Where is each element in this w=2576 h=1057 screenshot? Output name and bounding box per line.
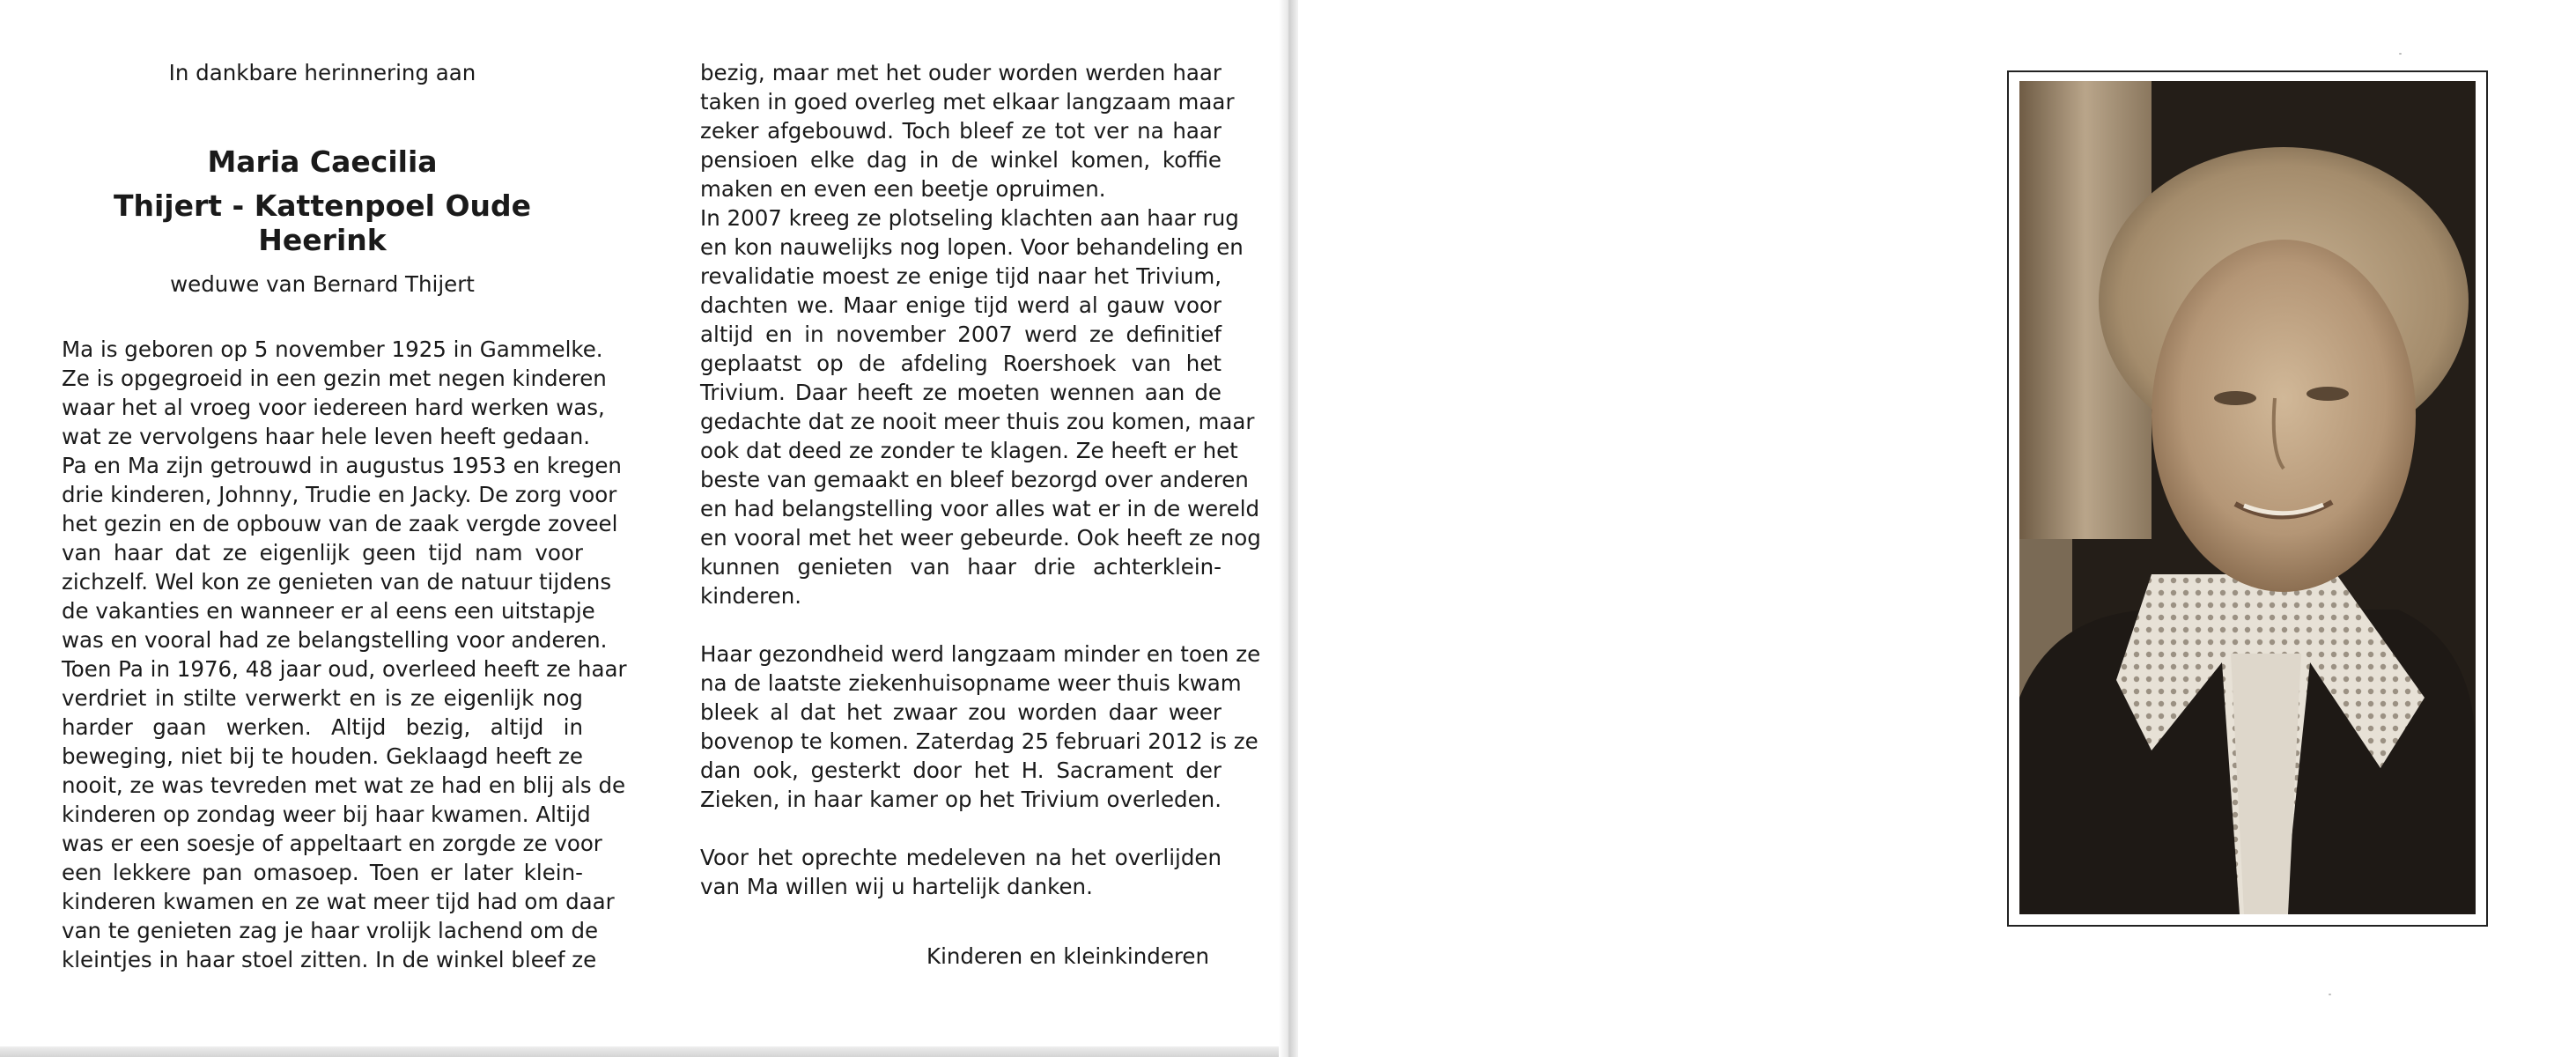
paper-speck: [2399, 53, 2402, 55]
text-line: altijd en in november 2007 werd ze definitief: [700, 322, 1222, 347]
text-line: Pa en Ma zijn getrouwd in augustus 1953 en kregen: [62, 453, 622, 478]
text-line: en had belangstelling voor alles wat er in de wereld: [700, 496, 1260, 521]
text-line: was en vooral had ze belangstelling voor anderen.: [62, 627, 608, 653]
text-line: Toen Pa in 1976, 48 jaar oud, overleed heeft ze haar: [62, 656, 627, 682]
text-line: revalidatie moest ze enige tijd naar het Trivium,: [700, 263, 1222, 289]
paper-speck: [2329, 994, 2331, 995]
text-line: van Ma willen wij u hartelijk danken.: [700, 874, 1093, 899]
portrait-photo-frame: [2007, 70, 2488, 927]
text-line: In 2007 kreeg ze plotseling klachten aan haar rug: [700, 205, 1239, 231]
text-line: Ze is opgegroeid in een gezin met negen kinderen: [62, 366, 607, 391]
widow-line: weduwe van Bernard Thijert: [170, 271, 475, 297]
text-line: beweging, niet bij te houden. Geklaagd heeft ze: [62, 743, 583, 769]
text-line: kinderen.: [700, 583, 802, 609]
text-line: zichzelf. Wel kon ze genieten van de natuur tijdens: [62, 569, 612, 595]
text-line: een lekkere pan omasoep. Toen er later klein-: [62, 860, 583, 885]
text-line: kinderen op zondag weer bij haar kwamen. Altijd: [62, 802, 591, 827]
text-line: harder gaan werken. Altijd bezig, altijd in: [62, 714, 583, 740]
biography-column-right: [700, 58, 1261, 901]
text-line: en vooral met het weer gebeurde. Ook heeft ze nog: [700, 525, 1261, 551]
text-line: bezig, maar met het ouder worden werden haar: [700, 60, 1222, 85]
text-line: kleintjes in haar stoel zitten. In de winkel bleef ze: [62, 947, 597, 972]
biography-column-left: [62, 335, 627, 974]
text-line: het gezin en de opbouw van de zaak vergde zoveel: [62, 511, 618, 536]
signoff: Kinderen en kleinkinderen: [926, 943, 1210, 969]
photo-eye-right: [2307, 387, 2349, 401]
text-line: zeker afgebouwd. Toch bleef ze tot ver na haar: [700, 118, 1222, 144]
text-line: beste van gemaakt en bleef bezorgd over anderen: [700, 467, 1249, 492]
text-line: verdriet in stilte verwerkt en is ze eigenlijk nog: [62, 685, 583, 711]
text-line: wat ze vervolgens haar hele leven heeft gedaan.: [62, 424, 591, 449]
left-page: [0, 0, 1288, 1046]
text-line: dachten we. Maar enige tijd werd al gauw voor: [700, 292, 1222, 318]
text-line: kunnen genieten van haar drie achterklein-: [700, 554, 1222, 580]
page-bottom-edge: [0, 1046, 1288, 1057]
deceased-surname: Thijert - Kattenpoel Oude Heerink: [113, 188, 532, 257]
text-line: gedachte dat ze nooit meer thuis zou komen, maar: [700, 409, 1255, 434]
text-line: ook dat deed ze zonder te klagen. Ze heeft er het: [700, 438, 1238, 463]
text-line: nooit, ze was tevreden met wat ze had en blij als de: [62, 772, 626, 798]
text-line: dan ook, gesterkt door het H. Sacrament der: [700, 758, 1222, 783]
text-line: pensioen elke dag in de winkel komen, koffie: [700, 147, 1222, 173]
text-line: na de laatste ziekenhuisopname weer thuis kwam: [700, 670, 1242, 696]
text-line: waar het al vroeg voor iedereen hard werken was,: [62, 395, 605, 420]
text-line: van haar dat ze eigenlijk geen tijd nam voor: [62, 540, 583, 565]
text-line: maken en even een beetje opruimen.: [700, 176, 1106, 202]
text-line: bleek al dat het zwaar zou worden daar weer: [700, 699, 1222, 725]
text-line: Haar gezondheid werd langzaam minder en toen ze: [700, 641, 1261, 667]
text-line: de vakanties en wanneer er al eens een uitstapje: [62, 598, 595, 624]
text-line: Zieken, in haar kamer op het Trivium overleden.: [700, 787, 1222, 812]
photo-face: [2152, 240, 2416, 592]
text-line: drie kinderen, Johnny, Trudie en Jacky. De zorg voor: [62, 482, 617, 507]
text-line: Ma is geboren op 5 november 1925 in Gammelke.: [62, 336, 603, 362]
card-fold: [1279, 0, 1298, 1057]
text-line: Trivium. Daar heeft ze moeten wennen aan de: [700, 380, 1222, 405]
text-line: van te genieten zag je haar vrolijk lachend om de: [62, 918, 599, 943]
portrait-photo: [2019, 81, 2476, 914]
text-line: kinderen kwamen en ze wat meer tijd had om daar: [62, 889, 615, 914]
photo-eye-left: [2214, 391, 2256, 405]
text-line: geplaatst op de afdeling Roershoek van het: [700, 351, 1222, 376]
intro-line: In dankbare herinnering aan: [168, 60, 476, 85]
text-line: bovenop te komen. Zaterdag 25 februari 2012 is ze: [700, 728, 1258, 754]
text-line: taken in goed overleg met elkaar langzaam maar: [700, 89, 1235, 115]
text-line: Voor het oprechte medeleven na het overlijden: [700, 845, 1222, 870]
text-line: en kon nauwelijks nog lopen. Voor behandeling en: [700, 234, 1244, 260]
text-line: was er een soesje of appeltaart en zorgde ze voor: [62, 831, 602, 856]
deceased-name: Maria Caecilia: [207, 144, 438, 179]
